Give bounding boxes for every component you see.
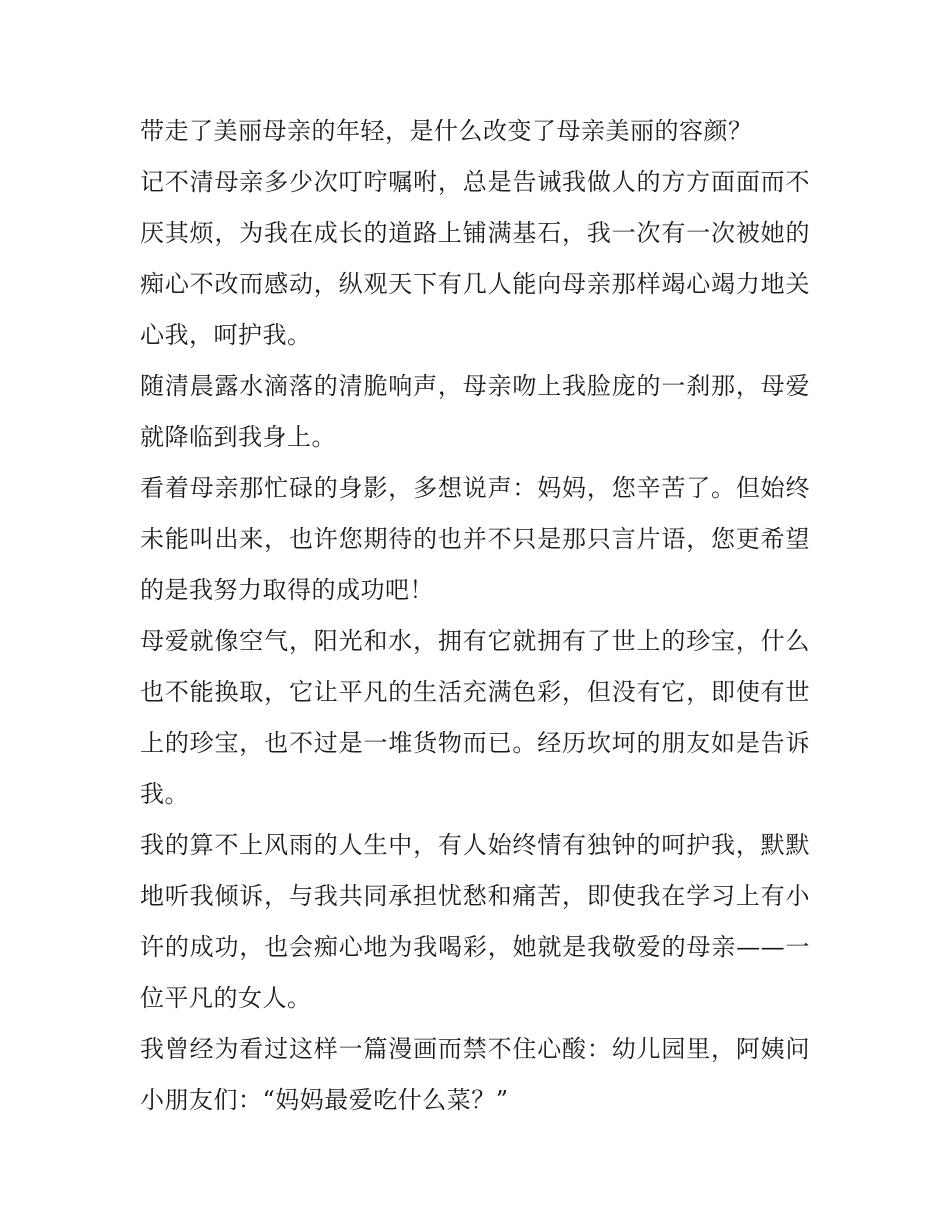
paragraph-6: 我的算不上风雨的人生中，有人始终情有独钟的呵护我，默默地听我倾诉，与我共同承担忧愁和痛苦，即使我在学习上有小许的成功，也会痴心地为我喝彩，她就是我敬爱的母亲——一位平凡的女人。 xyxy=(140,831,810,1012)
paragraph-4: 看着母亲那忙碌的身影，多想说声：妈妈，您辛苦了。但始终未能叫出来，也许您期待的也并不只是那只言片语，您更希望的是我努力取得的成功吧！ xyxy=(140,474,810,604)
paragraph-5: 母爱就像空气，阳光和水，拥有它就拥有了世上的珍宝，什么也不能换取，它让平凡的生活充满色彩，但没有它，即使有世上的珍宝，也不过是一堆货物而已。经历坎坷的朋友如是告诉我。 xyxy=(140,627,810,808)
paragraph-2: 记不清母亲多少次叮咛嘱咐，总是告诫我做人的方方面面而不厌其烦，为我在成长的道路上铺满基石，我一次有一次被她的痴心不改而感动，纵观天下有几人能向母亲那样竭心竭力地关心我，呵护我。 xyxy=(140,168,810,349)
document-body xyxy=(140,106,810,1126)
paragraph-3: 随清晨露水滴落的清脆响声，母亲吻上我脸庞的一刹那，母爱就降临到我身上。 xyxy=(140,372,810,451)
paragraph-1: 带走了美丽母亲的年轻，是什么改变了母亲美丽的容颜？ xyxy=(140,117,753,145)
paragraph-7: 我曾经为看过这样一篇漫画而禁不住心酸：幼儿园里，阿姨问小朋友们：“妈妈最爱吃什么菜？” xyxy=(140,1035,810,1114)
